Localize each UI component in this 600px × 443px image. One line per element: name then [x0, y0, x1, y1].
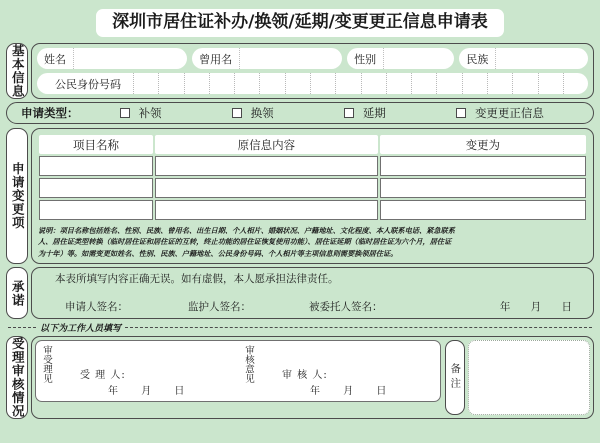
ethnicity-field[interactable] [459, 48, 588, 69]
remark-label-text: 备注 [449, 363, 462, 393]
change-items-label [6, 128, 28, 263]
id-number-field[interactable] [37, 73, 588, 94]
title-container [0, 0, 600, 43]
checkbox-icon[interactable] [456, 108, 466, 118]
application-type-option-label: 补领 [138, 106, 162, 121]
table-cell[interactable] [39, 200, 153, 220]
former-name-field-label: 曾用名 [192, 48, 240, 69]
commitment-date-day: 日 [561, 301, 572, 314]
page-title: 深圳市居住证补办/换领/延期/变更更正信息申请表 [96, 9, 504, 37]
audit-date[interactable] [310, 382, 386, 397]
basic-info-section [0, 43, 600, 99]
id-number-cell[interactable] [563, 73, 588, 94]
change-items-section [0, 128, 600, 263]
divider-dash-left [8, 327, 36, 328]
ethnicity-field-label: 民族 [459, 48, 496, 69]
id-number-cell[interactable] [436, 73, 461, 94]
id-number-cell[interactable] [512, 73, 537, 94]
checkbox-icon[interactable] [232, 108, 242, 118]
table-cell[interactable] [39, 178, 153, 198]
remark-input[interactable] [468, 340, 590, 415]
acceptance-date-year: 年 [108, 386, 118, 398]
id-number-cell-grid[interactable] [133, 73, 588, 94]
audit-date-day: 日 [376, 386, 387, 398]
former-name-field-value[interactable] [240, 48, 342, 69]
guardian-signature-label[interactable]: 监护人签名： [188, 301, 251, 314]
delegate-signature-label[interactable]: 被委托人签名： [309, 301, 383, 314]
table-header-item-name: 项目名称 [39, 135, 153, 154]
table-row [39, 178, 586, 198]
basic-info-row-2 [37, 73, 588, 94]
id-number-cell[interactable] [133, 73, 158, 94]
id-number-cell[interactable] [386, 73, 411, 94]
id-number-cell[interactable] [538, 73, 563, 94]
gender-field-label: 性别 [347, 48, 384, 69]
review-box [35, 340, 441, 402]
application-type-label: 申请类型： [21, 106, 79, 121]
commitment-date[interactable] [500, 290, 588, 314]
table-cell[interactable] [155, 156, 378, 176]
change-items-note [37, 225, 588, 258]
id-number-cell[interactable] [209, 73, 234, 94]
former-name-field[interactable] [192, 48, 342, 69]
audit-signer-label[interactable]: 审 核 人: [282, 370, 328, 382]
remark-label [445, 340, 465, 415]
application-type-option-label: 换领 [250, 106, 274, 121]
commitment-statement: 本表所填写内容正确无误。如有虚假，本人愿承担法律责任。 [55, 272, 339, 285]
application-type-option[interactable] [456, 105, 544, 121]
id-number-cell[interactable] [184, 73, 209, 94]
divider-label: 以下为工作人员填写 [40, 324, 122, 335]
commitment-label-text: 承诺 [10, 279, 26, 307]
divider-dash-right [125, 327, 592, 328]
name-field-value[interactable] [74, 48, 187, 69]
application-type-option-label: 变更更正信息 [474, 106, 544, 121]
acceptance-signer-label[interactable]: 受 理 人: [80, 370, 126, 382]
staff-section-divider [0, 322, 600, 333]
review-label-text: 受理审核情况 [10, 337, 26, 419]
name-field-label: 姓名 [37, 48, 74, 69]
applicant-signature-label[interactable]: 申请人签名： [65, 301, 128, 314]
acceptance-opinion-label: 审受理见 [40, 345, 52, 384]
acceptance-date[interactable] [108, 382, 184, 397]
audit-opinion-label: 审核意见 [242, 345, 254, 384]
id-number-cell[interactable] [259, 73, 284, 94]
basic-info-label-text: 基本信息 [10, 44, 26, 99]
note-line: 为十年）等。如需变更如姓名、性别、民族、户籍地址、公民身份号码、个人相片等主项信息则需要换领居住证。 [38, 248, 398, 258]
table-row [39, 156, 586, 176]
ethnicity-field-value[interactable] [496, 48, 588, 69]
review-section [0, 336, 600, 419]
audit-date-month: 月 [343, 386, 354, 398]
id-number-cell[interactable] [487, 73, 512, 94]
review-label [6, 336, 28, 419]
commitment-signature-row [37, 286, 588, 314]
audit-date-year: 年 [310, 386, 320, 398]
acceptance-opinion-area[interactable] [36, 341, 238, 401]
table-cell[interactable] [155, 200, 378, 220]
name-field[interactable] [37, 48, 187, 69]
acceptance-date-month: 月 [141, 386, 152, 398]
change-items-label-text: 申请变更项 [10, 162, 26, 230]
change-items-table [37, 133, 588, 222]
id-number-cell[interactable] [411, 73, 436, 94]
id-number-cell[interactable] [234, 73, 259, 94]
checkbox-icon[interactable] [120, 108, 130, 118]
application-type-options [85, 105, 580, 121]
change-items-panel [31, 128, 594, 263]
table-cell[interactable] [380, 200, 586, 220]
remark-section [445, 340, 590, 415]
basic-info-panel [31, 43, 594, 99]
id-number-cell[interactable] [285, 73, 310, 94]
id-number-field-label: 公民身份号码 [55, 77, 121, 91]
commitment-date-year: 年 [499, 301, 511, 314]
table-row [39, 200, 586, 220]
audit-opinion-area[interactable] [238, 341, 440, 401]
application-type-option[interactable] [344, 105, 386, 121]
gender-field-value[interactable] [384, 48, 454, 69]
gender-field[interactable] [347, 48, 454, 69]
commitment-section [0, 267, 600, 320]
id-number-cell[interactable] [310, 73, 335, 94]
note-line: 人、居住证类型转换（临时居住证和居住证的互转，终止功能的居住证恢复使用功能）、居住证延期（临时居住证为六个月，居住证 [38, 237, 452, 247]
application-type-option[interactable] [120, 105, 162, 121]
basic-info-label [6, 43, 28, 99]
table-header-change-to: 变更为 [380, 135, 586, 154]
id-number-cell[interactable] [361, 73, 386, 94]
basic-info-row-1 [37, 48, 588, 69]
note-line: 说明：项目名称包括姓名、性别、民族、曾用名、出生日期、个人相片、婚姻状况、户籍地址、文化程度、本人联系电话、紧急联系 [38, 226, 455, 236]
commitment-panel [31, 267, 594, 320]
commitment-date-month: 月 [530, 301, 542, 314]
change-items-table-body [39, 156, 586, 220]
table-cell[interactable] [380, 178, 586, 198]
application-type-panel [6, 102, 594, 124]
checkbox-icon[interactable] [344, 108, 354, 118]
table-cell[interactable] [39, 156, 153, 176]
commitment-label [6, 267, 28, 320]
table-cell[interactable] [380, 156, 586, 176]
id-number-cell[interactable] [158, 73, 183, 94]
id-number-cell[interactable] [335, 73, 360, 94]
application-type-option[interactable] [232, 105, 274, 121]
id-number-cell[interactable] [462, 73, 487, 94]
table-header-row [39, 135, 586, 154]
application-type-option-label: 延期 [362, 106, 386, 121]
review-panel [31, 336, 594, 419]
acceptance-date-day: 日 [174, 386, 185, 398]
table-header-original-info: 原信息内容 [155, 135, 378, 154]
table-cell[interactable] [155, 178, 378, 198]
